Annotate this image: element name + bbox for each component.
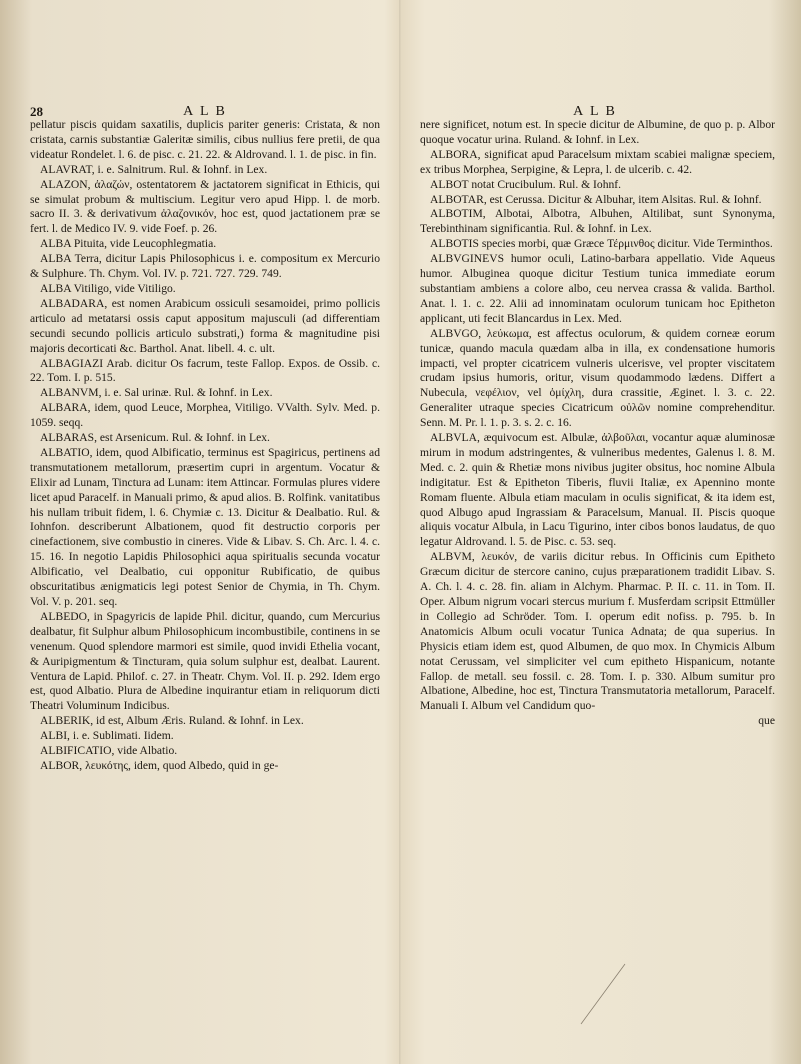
entry: ALBI, i. e. Sublimati. Iidem. (40, 729, 174, 743)
entry: ALBORA, significat apud Paracelsum mixtam scabiei malignæ speciem, ex tribus Morphea, Serpigine, & Lepra, l. de ulcerib. c. 42. (420, 147, 775, 176)
entry: ALBOTIM, Albotai, Albotra, Albuhen, Altilibat, sunt Synonyma, Terebinthinam significantia. Rul. & Iohnf. in Lex. (420, 207, 775, 236)
entry: ALBA Terra, dicitur Lapis Philosophicus i. e. compositum ex Mercurio & Sulphure. Th. Chym. Vol. IV. p. 721. 727. 729. 749. (30, 252, 380, 281)
entry: ALBA Pituita, vide Leucophlegmatia. (40, 237, 217, 251)
entry: ALAZON, ἀλαζών, ostentatorem & jactatorem significat in Ethicis, qui se simulat probum & multiscium. Legitur vero apud Hipp. l. de morb. sacro II. 3. & derivativum ἀλαζονικόν, hoc est, quod jactationem præ se fert. l. de Medico IV. 9. vide Foef. p. 26. (30, 177, 380, 236)
left-text-column (30, 118, 380, 1053)
entry: ALBAGIAZI Arab. dicitur Os facrum, teste Fallop. Expos. de Ossib. c. 22. Tom. I. p. 515. (30, 356, 380, 385)
right-text-column (420, 118, 775, 1053)
entry: ALAVRAT, i. e. Salnitrum. Rul. & Iohnf. in Lex. (40, 162, 268, 176)
pencil-mark-icon (573, 960, 633, 1030)
entry: ALBATIO, idem, quod Albificatio, terminus est Spagiricus, pertinens ad transmutationem metallorum, præsertim cupri in argentum. Vocatur & Elixir ad Lunam, Tinctura ad Lunam: item Attincar. Formulas plures videre licet apud Paracelf. in Manuali primo, & apud alios. B. Rolfink. vanitatibus his nullam tribuit fidem, l. 6. Chymiæ c. 13. Dicitur & Dealbatio. Rul. & Iohnfon. describerunt Albationem, quod fit destructio corporis per cinefactionem, sive combustio in cineres. Vide & Libav. S. Ch. Arc. l. 4. c. 15. 16. In negotio Lapidis Philosophici aqua spiritualis secunda vocatur Albificatio, vel Dealbatio, cui opponitur Rubificatio, de quibus obscuritatibus ænigmaticis legi potest Senior de Chymia, in Th. Chym. Vol. V. p. 201. seq. (30, 445, 380, 608)
entry: ALBANVM, i. e. Sal urinæ. Rul. & Iohnf. in Lex. (40, 386, 273, 400)
entry: ALBEDO, in Spagyricis de lapide Phil. dicitur, quando, cum Mercurius dealbatur, fit Sulphur album Philosophicum incombustibile, continens in se venenum. Quod splendore marmori est simile, quod invidi Ethelia vocant, & Auripigmentum & Tincturam, quia solum sulphur est, dealbat. Laurent. Ventura de Lapid. Philof. c. 27. in Theatr. Chym. Vol. II. p. 292. Idem ergo est, quod Albatio. Plura de Albedine inquirantur etiam in reliquorum dicti Theatri Voluminum Indicibus. (30, 609, 380, 713)
gutter-fold (399, 0, 401, 1064)
entry: ALBADARA, est nomen Arabicum ossiculi sesamoidei, primo pollicis articulo ad metatarsi ossis caput appositum majusculi (ad differentiam secundi secundo pollicis articulo substrati,) forma & magnitudine pisi majoris decorticati &c. Barthol. Anat. libell. 4. c. ult. (30, 296, 380, 355)
entry: ALBIFICATIO, vide Albatio. (40, 744, 178, 758)
entry: ALBOTAR, est Cerussa. Dicitur & Albuhar, item Alsitas. Rul. & Iohnf. (430, 192, 762, 206)
page-number: 28 (30, 104, 43, 119)
right-running-title: A L B (573, 104, 617, 119)
entry: ALBARA, idem, quod Leuce, Morphea, Vitiligo. VValth. Sylv. Med. p. 1059. seqq. (30, 401, 380, 430)
entry: ALBOTIS species morbi, quæ Græce Τέρμινθος dicitur. Vide Terminthos. (430, 237, 773, 251)
entry: ALBOR, λευκότης, idem, quod Albedo, quid in ge- (40, 758, 279, 772)
entry: ALBVGO, λεύκωμα, est affectus oculorum, & quidem corneæ eorum tunicæ, quando macula quædam alba in illa, ex condensatione humoris impacti, vel propter cicatricem vulneris ulcerisve, vel propter viscitatem crudam ipsius humoris, oritur, visum quodammodo lædens. Differt a Nubecula, νεφέλιον, vel ὀμίχλη, dura crassitie, Æginet. l. 3. c. 22. Generaliter utraque species Cicatricum οὐλῶν nomine comprehenditur. Senn. M. Pr. l. 1. p. 3. s. 2. c. 16. (420, 326, 775, 430)
entry: ALBVGINEVS humor oculi, Latino-barbara appellatio. Vide Aqueus humor. Albuginea quoque dicitur Testium tunica immediate eorum substantiam ambiens a colore albo, ceu nervea crassa & valida. Barthol. Anat. l. 1. c. 22. Alii ad innominatam oculorum tunicam hoc Epitheton applicant, uti fecit Blancardus in Lex. Med. (420, 252, 775, 325)
paragraph: pellatur piscis quidam saxatilis, duplicis pariter generis: Cristata, & non cristata, carnis substantiæ Galeritæ similis, cibus nullius fere pretii, de qua videatur Rondelet. l. 6. de pisc. c. 21. 22. & Aldrovand. l. 1. de pisc. in fin. (30, 118, 380, 161)
paragraph: nere significet, notum est. In specie dicitur de Albumine, de quo p. p. Albor quoque vocatur urina. Ruland. & Iohnf. in Lex. (420, 118, 775, 146)
entry: ALBVLA, æquivocum est. Albulæ, ἀλβοῦλαι, vocantur aquæ aluminosæ mirum in modum adstringentes, & vulneribus medentes, Galenus l. 8. M. Med. c. 2. quin & Rhetiæ mons nivibus jugiter obsitus, hoc nomine Albula indigitatur. Est & Epitheton Tiberis, fluvii Italiæ, ex Apennino monte Romam fluente. Albula etiam maculam in oculis significat, & ita idem est, quod Albugo apud Ingrassiam & Paracelsum, Manual. II. Piscis quoque aliquis vocatur Albula, in Lacu Tigurino, inter cibos bonos laudatus, de quo legatur Aldrovand. l. 5. de Pisc. c. 53. seq. (420, 431, 775, 549)
catchword: que (758, 714, 775, 728)
entry: ALBARAS, est Arsenicum. Rul. & Iohnf. in Lex. (40, 431, 270, 445)
entry: ALBVM, λευκόν, de variis dicitur rebus. In Officinis cum Epitheto Græcum dicitur de stercore canino, cujus præparationem tradidit Libav. S. A. Ch. l. 4. c. 28. fin. aliam in Alchym. Pharmac. P. II. c. 11. in Tom. II. Oper. Album nigrum vocari stercus murium f. Musferdam scripsit Ettmüller in Collegio ad Schröder. Tom. I. operum edit nofiss. p. 795. b. In Anatomicis Album oculi vocatur Tunica Adnata; de qua superius. In Physicis etiam idem est, quod Albumen, de quo mox. In Chymicis Album notat Cerussam, vel simpliciter vel cum epitheto Hispanicum, notante Fallop. de metall. seu fossil. c. 28. Tom. I. p. 330. Album sumitur pro Albatione, Albedine, hoc est, Tinctura Transmutatoria metallorum, Paracelf. Manuali I. Album vel Candidum quo- (420, 550, 775, 713)
entry: ALBERIK, id est, Album Æris. Ruland. & Iohnf. in Lex. (40, 714, 304, 728)
entry: ALBA Vitiligo, vide Vitiligo. (40, 281, 176, 295)
entry: ALBOT notat Crucibulum. Rul. & Iohnf. (430, 177, 622, 191)
left-running-title: A L B (183, 104, 227, 119)
